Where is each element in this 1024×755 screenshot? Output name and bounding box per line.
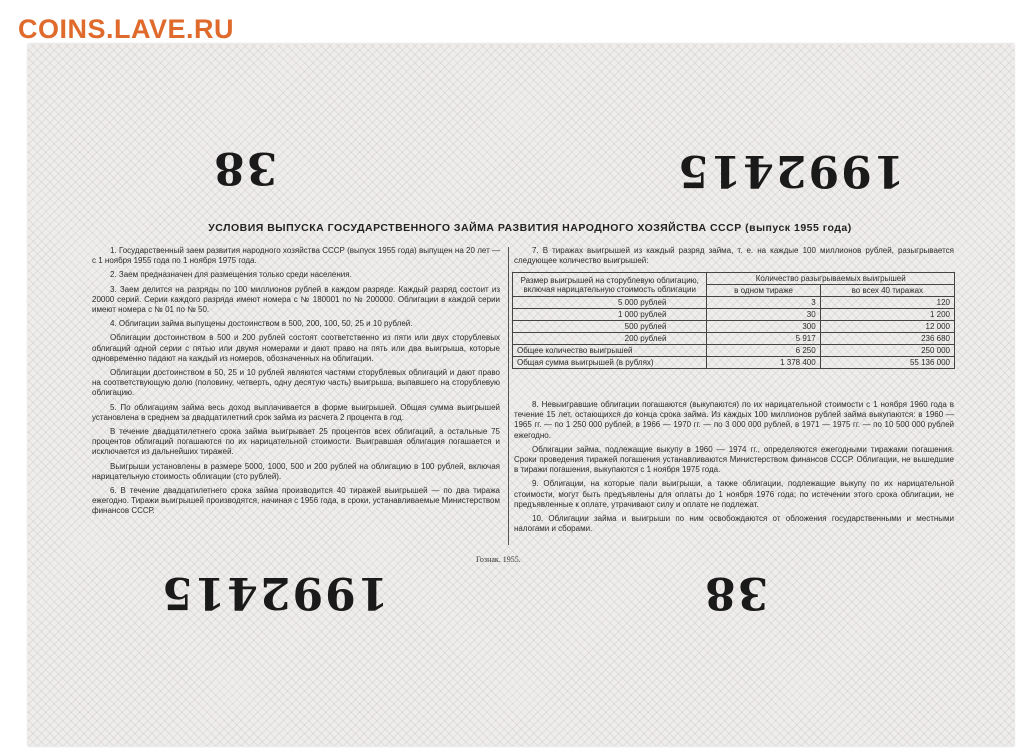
row-label: 200 рублей <box>513 333 707 345</box>
watermark: COINS.LAVE.RU <box>18 14 235 44</box>
table-header-size: Размер выигрышей на сторублевую облигацию, включая нарицательную стоимость облигации <box>513 273 707 297</box>
printer-mark: Гознак. 1955. <box>476 555 521 564</box>
paragraph: 7. В тиражах выигрышей из каждый разряд займа, т. е. на каждые 100 миллионов рублей, разыгрывается следующее количество выигрышей: <box>514 246 954 266</box>
paragraph: 6. В течение двадцатилетнего срока займа производится 40 тиражей выигрышей — по два тиража ежегодно. Тиражи выигрышей производятся, начиная с 1956 года, в сроки, устанавливаемые Министерством финансов СССР. <box>92 486 501 516</box>
paragraph: Выигрыши установлены в размере 5000, 1000, 500 и 200 рублей на облигацию в 100 рублей, включая нарицательную стоимость облигации (сто рублей). <box>92 461 500 481</box>
table-header-one: в одном тираже <box>707 285 820 297</box>
left-column <box>92 246 500 521</box>
total-sum-label: Общая сумма выигрышей (в рублях) <box>513 357 707 369</box>
column-divider <box>508 247 509 545</box>
series-number-top-left: 38 <box>212 142 278 193</box>
serial-number-top-right: 1992415 <box>676 145 905 196</box>
series-number-bottom-right: 38 <box>703 567 769 618</box>
paragraph: 4. Облигации займа выпущены достоинством в 500, 200, 100, 50, 25 и 10 рублей. <box>110 319 413 329</box>
paragraph: 2. Заем предназначен для размещения только среди населения. <box>110 270 352 280</box>
total-count-one: 6 250 <box>707 345 820 357</box>
paragraph: 9. Облигации, на которые пали выигрыши, а также облигации, подлежащие выкупу по их нарицательной стоимости, могут быть предъявлены для оплаты до 1 ноября 1976 года; по истечении этого срока облигации, не предъявленные к оплате, утрачивают силу и оплате не подлежат. <box>514 479 954 509</box>
paragraph: Облигации займа, подлежащие выкупу в 1960 — 1974 гг., определяются ежегодными тиражами погашения. Сроки проведения тиражей погашения устанавливаются Министерством финансов СССР. Облигации, не вышедшие в тиражи погашения, выкупаются с 1 ноября 1975 года. <box>514 444 954 475</box>
table-row <box>513 357 955 369</box>
paragraph: Облигации достоинством в 500 и 200 рублей состоят соответственно из пяти или двух сторублевых облигаций одной серии с пятью или двумя номерами и дают право на пять или два выигрыша, которые одновременно падают на каждый из номеров, обозначенных на облигации. <box>92 333 500 363</box>
row-all: 120 <box>820 297 954 309</box>
total-count-label: Общее количество выигрышей <box>513 345 707 357</box>
table-header-group: Количество разыгрываемых выигрышей <box>707 273 955 285</box>
total-sum-all: 55 136 000 <box>820 357 954 369</box>
serial-number-bottom-left: 1992415 <box>160 567 389 618</box>
paragraph: 1. Государственный заем развития народного хозяйства СССР (выпуск 1955 года) выпущен на 20 лет — с 1 ноября 1955 года по 1 ноября 1975 года. <box>92 246 500 266</box>
right-intro <box>514 246 954 270</box>
row-all: 12 000 <box>820 321 954 333</box>
row-label: 1 000 рублей <box>513 309 707 321</box>
paragraph: 10. Облигации займа и выигрыши по ним освобождаются от обложения государственными и местными налогами и сборами. <box>514 514 954 534</box>
total-sum-one: 1 378 400 <box>707 357 820 369</box>
row-one: 300 <box>707 321 820 333</box>
paragraph: 5. По облигациям займа весь доход выплачивается в форме выигрышей. Общая сумма выигрышей установлена в среднем за двадцатилетний срок займа из расчета 2 процента в год. <box>92 402 500 422</box>
paragraph: Облигации достоинством в 50, 25 и 10 рублей являются частями сторублевых облигаций и дают право на соответствующую долю (половину, четверть, одну десятую часть) выигрыша, выпавшего на сторублевую облигацию. <box>92 368 500 398</box>
row-one: 5 917 <box>707 333 820 345</box>
paragraph: 3. Заем делится на разряды по 100 миллионов рублей в каждом разряде. Каждый разряд состоит из 20000 серий. Серии каждого разряда имеют номера с № 180001 по № 200000. Облигации в каждой серии имеют номера с № 01 по № 50. <box>92 284 500 315</box>
row-label: 500 рублей <box>513 321 707 333</box>
table-row <box>513 345 955 357</box>
row-all: 1 200 <box>820 309 954 321</box>
right-column <box>514 400 954 538</box>
row-one: 3 <box>707 297 820 309</box>
total-count-all: 250 000 <box>820 345 954 357</box>
table-row <box>513 297 955 309</box>
document-title: УСЛОВИЯ ВЫПУСКА ГОСУДАРСТВЕННОГО ЗАЙМА РАЗВИТИЯ НАРОДНОГО ХОЗЯЙСТВА СССР (выпуск 1955 года) <box>208 222 852 234</box>
prize-table <box>512 272 955 369</box>
table-row <box>513 333 955 345</box>
row-all: 236 680 <box>820 333 954 345</box>
table-row <box>513 321 955 333</box>
paragraph: В течение двадцатилетнего срока займа выигрывает 25 процентов всех облигаций, а остальные 75 процентов облигаций погашаются по их нарицательной стоимости. Выигравшая облигация погашается и исключается из дальнейших тиражей. <box>92 427 500 457</box>
table-header-all: во всех 40 тиражах <box>820 285 954 297</box>
row-label: 5 000 рублей <box>513 297 707 309</box>
paragraph: 8. Невыигравшие облигации погашаются (выкупаются) по их нарицательной стоимости с 1 ноября 1960 года в течение 15 лет, остающихся до конца срока займа. Из каждых 100 миллионов рублей займа выкупаются: в 1960 — 1965 гг. — по 1 250 000 рублей, в 1966 — 1970 гг. — по 3 000 000 рублей, в 1971 — 1975 гг. — по 10 500 000 рублей ежегодно. <box>514 400 954 440</box>
row-one: 30 <box>707 309 820 321</box>
table-row <box>513 309 955 321</box>
